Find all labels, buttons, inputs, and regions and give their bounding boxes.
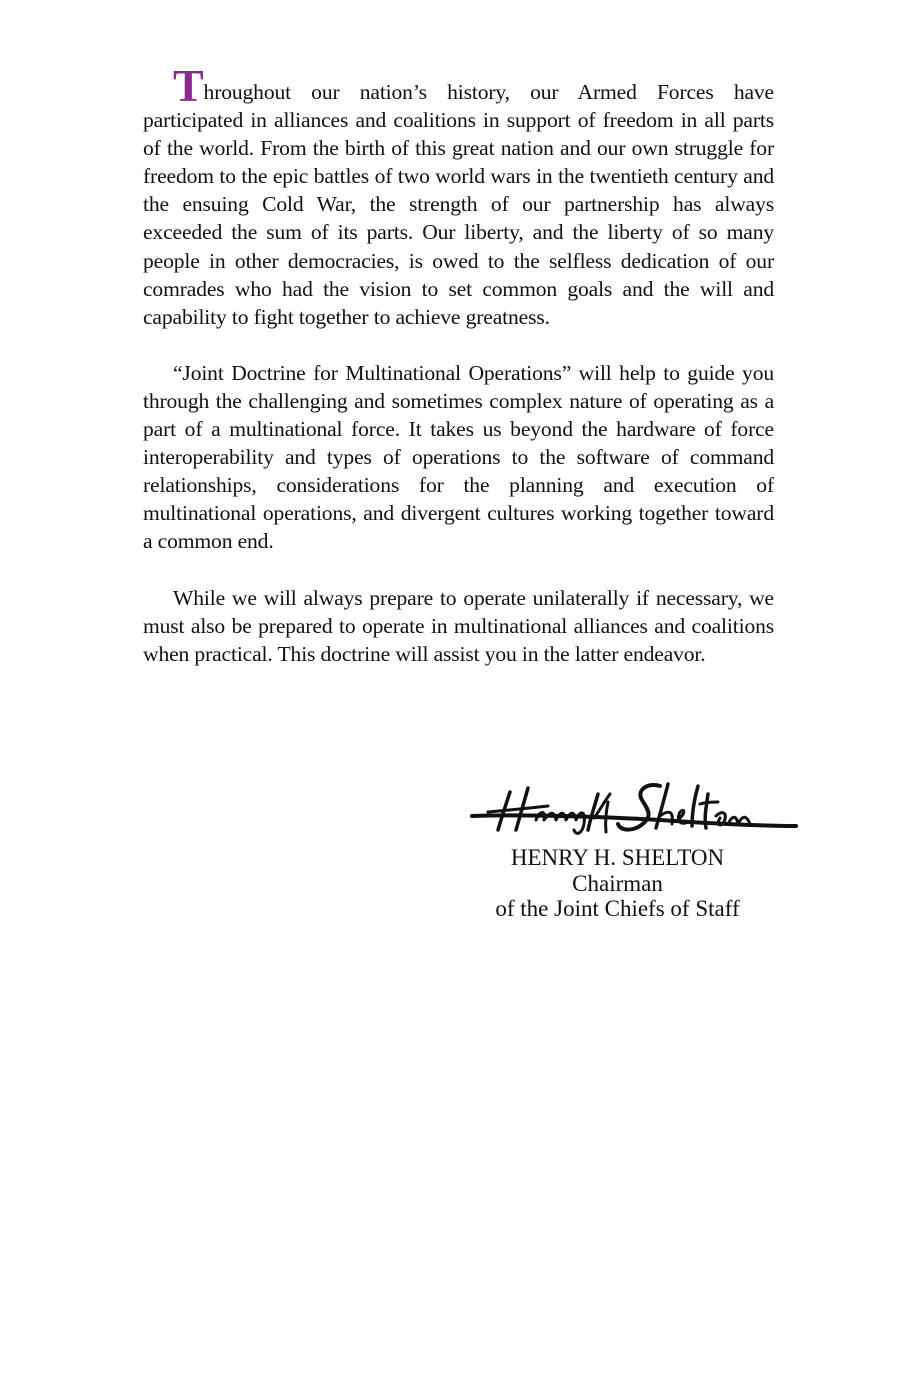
- drop-cap-letter: T: [173, 60, 204, 111]
- paragraph-1: [143, 60, 774, 331]
- signer-name: HENRY H. SHELTON: [510, 845, 725, 870]
- signer-title-line-2: of the Joint Chiefs of Staff: [495, 896, 740, 921]
- handwritten-signature: [470, 780, 800, 838]
- paragraph-2: “Joint Doctrine for Multinational Operations” will help to guide you through the challenging and sometimes complex nature of operating as a part of a multinational force. It takes us beyond the hardware of force interoperability and types of operations to the software of command relationships, considerations for the planning and execution of multinational operations, and divergent cultures working together toward a common end.: [143, 360, 774, 554]
- paragraph-3: While we will always prepare to operate unilaterally if necessary, we must also be prepared to operate in multinational alliances and coalitions when practical. This doctrine will assist you in the latter endeavor.: [143, 585, 774, 666]
- signature-block: [470, 845, 765, 922]
- letter-body: [143, 60, 774, 696]
- paragraph-1-text: hroughout our nation’s history, our Armed Forces have participated in alliances and coalitions in support of freedom in all parts of the world. From the birth of this great nation and our own struggle for freedom to the epic battles of two world wars in the twentieth century and the ensuing Cold War, the strength of our partnership has always exceeded the sum of its parts. Our liberty, and the liberty of so many people in other democracies, is owed to the selfless dedication of our comrades who had the vision to set common goals and the will and capability to fight together to achieve greatness.: [143, 80, 774, 329]
- signer-title-line-1: Chairman: [572, 870, 663, 896]
